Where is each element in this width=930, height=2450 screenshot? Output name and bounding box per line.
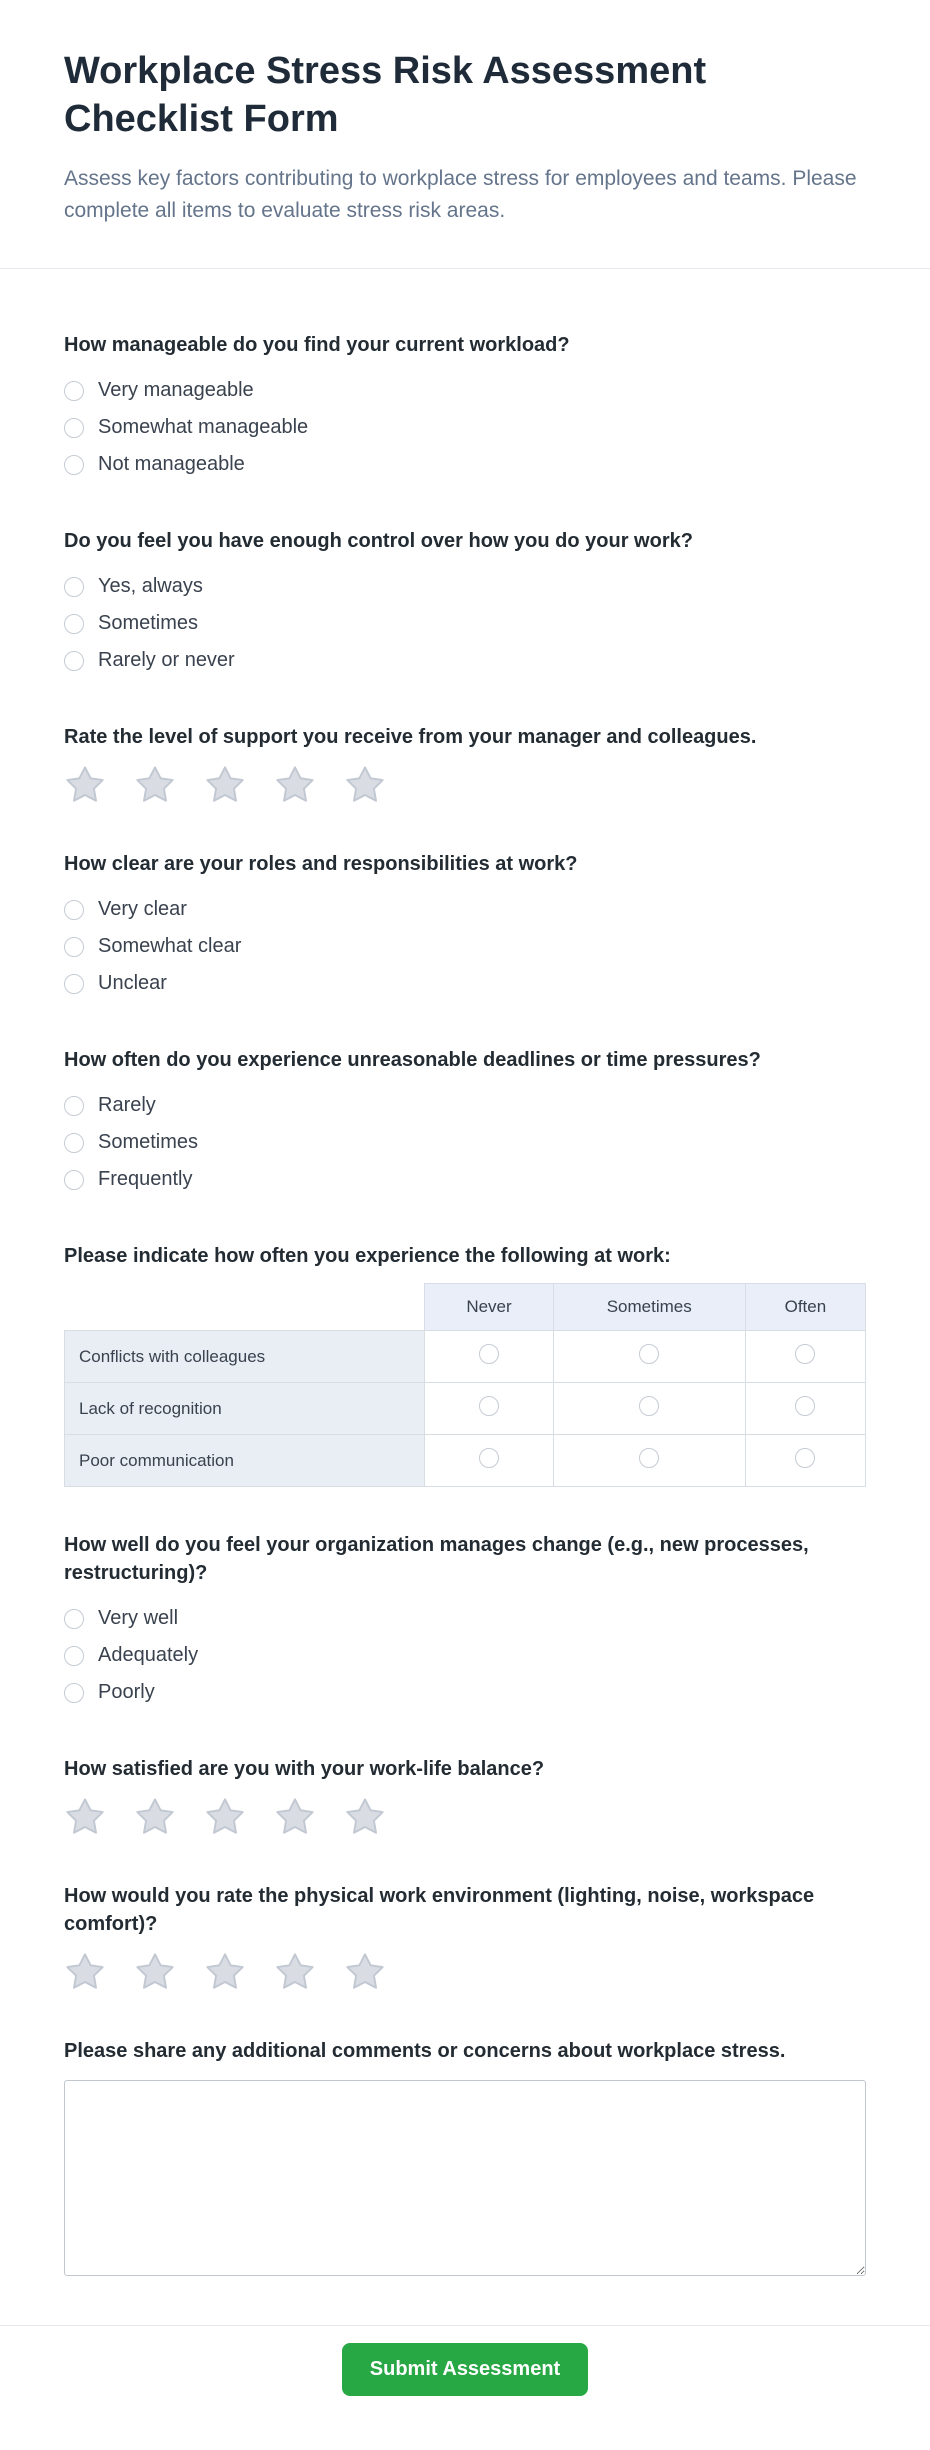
question-label: How would you rate the physical work environment (lighting, noise, workspace comfort)? — [64, 1885, 815, 1935]
radio-button-icon[interactable] — [639, 1396, 659, 1416]
radio-button-icon[interactable] — [64, 418, 84, 438]
radio-option[interactable] — [64, 891, 187, 928]
radio-button-icon[interactable] — [479, 1448, 499, 1468]
matrix-cell[interactable] — [745, 1331, 865, 1383]
matrix-cell[interactable] — [553, 1435, 745, 1487]
option-label: Sometimes — [98, 612, 199, 634]
radio-option[interactable] — [64, 372, 254, 409]
question-label: How manageable do you find your current workload? — [64, 334, 570, 356]
form-footer — [0, 2326, 930, 2450]
option-label: Rarely — [98, 1094, 156, 1116]
radio-option[interactable] — [64, 1161, 193, 1198]
star-icon[interactable] — [134, 1951, 176, 1993]
radio-group — [64, 568, 866, 679]
question-change-management — [64, 1531, 866, 1711]
star-icon[interactable] — [344, 1951, 386, 1993]
radio-option[interactable] — [64, 928, 241, 965]
star-icon[interactable] — [64, 1796, 106, 1838]
question-workload — [64, 331, 866, 483]
radio-button-icon[interactable] — [795, 1396, 815, 1416]
radio-group — [64, 1600, 866, 1711]
star-rating — [64, 764, 866, 806]
radio-button-icon[interactable] — [64, 614, 84, 634]
matrix-row — [65, 1383, 866, 1435]
radio-button-icon[interactable] — [479, 1344, 499, 1364]
radio-option[interactable] — [64, 1600, 178, 1637]
star-rating — [64, 1796, 866, 1838]
star-icon[interactable] — [134, 1796, 176, 1838]
radio-group — [64, 1087, 866, 1198]
star-icon[interactable] — [134, 764, 176, 806]
radio-group — [64, 372, 866, 483]
matrix-column-header: Sometimes — [553, 1284, 745, 1331]
question-label: How well do you feel your organization manages change (e.g., new processes, restructuring)? — [64, 1534, 809, 1584]
star-icon[interactable] — [64, 1951, 106, 1993]
radio-option[interactable] — [64, 965, 167, 1002]
question-label: How satisfied are you with your work-life balance? — [64, 1758, 545, 1780]
radio-group — [64, 891, 866, 1002]
radio-option[interactable] — [64, 1637, 198, 1674]
radio-option[interactable] — [64, 568, 203, 605]
radio-button-icon[interactable] — [64, 1170, 84, 1190]
question-label: Please share any additional comments or concerns about workplace stress. — [64, 2040, 786, 2062]
matrix-cell[interactable] — [553, 1331, 745, 1383]
radio-option[interactable] — [64, 409, 308, 446]
matrix-corner-cell — [65, 1284, 425, 1331]
matrix-row — [65, 1331, 866, 1383]
form-body — [0, 269, 930, 2281]
matrix-cell[interactable] — [745, 1383, 865, 1435]
option-label: Somewhat manageable — [98, 416, 309, 438]
question-role-clarity — [64, 850, 866, 1002]
radio-button-icon[interactable] — [795, 1344, 815, 1364]
question-deadlines — [64, 1046, 866, 1198]
radio-button-icon[interactable] — [64, 900, 84, 920]
radio-button-icon[interactable] — [479, 1396, 499, 1416]
matrix-cell[interactable] — [425, 1331, 553, 1383]
radio-option[interactable] — [64, 642, 235, 679]
option-label: Very clear — [98, 898, 187, 920]
radio-button-icon[interactable] — [64, 651, 84, 671]
star-icon[interactable] — [204, 764, 246, 806]
option-label: Poorly — [98, 1681, 155, 1703]
radio-option[interactable] — [64, 446, 245, 483]
option-label: Very well — [98, 1607, 179, 1629]
option-label: Frequently — [98, 1168, 193, 1190]
option-label: Very manageable — [98, 379, 254, 401]
radio-button-icon[interactable] — [64, 1609, 84, 1629]
radio-button-icon[interactable] — [639, 1448, 659, 1468]
option-label: Unclear — [98, 972, 167, 994]
comments-textarea[interactable] — [64, 2080, 866, 2276]
star-icon[interactable] — [64, 764, 106, 806]
matrix-column-header: Never — [425, 1284, 553, 1331]
submit-button[interactable]: Submit Assessment — [342, 2343, 588, 2396]
matrix-cell[interactable] — [425, 1383, 553, 1435]
radio-button-icon[interactable] — [64, 1646, 84, 1666]
option-label: Not manageable — [98, 453, 245, 475]
question-label: Please indicate how often you experience the following at work: — [64, 1245, 671, 1267]
matrix-cell[interactable] — [425, 1435, 553, 1487]
option-label: Rarely or never — [98, 649, 235, 671]
radio-button-icon[interactable] — [639, 1344, 659, 1364]
matrix-row-label: Conflicts with colleagues — [65, 1331, 425, 1383]
matrix-row-label: Poor communication — [65, 1435, 425, 1487]
radio-option[interactable] — [64, 605, 198, 642]
matrix-column-header: Often — [745, 1284, 865, 1331]
matrix-cell[interactable] — [553, 1383, 745, 1435]
star-icon[interactable] — [344, 764, 386, 806]
radio-option[interactable] — [64, 1124, 198, 1161]
radio-button-icon[interactable] — [64, 1133, 84, 1153]
option-label: Adequately — [98, 1644, 199, 1666]
matrix-table — [64, 1283, 866, 1487]
star-icon[interactable] — [204, 1796, 246, 1838]
question-control — [64, 527, 866, 679]
star-icon[interactable] — [204, 1951, 246, 1993]
radio-button-icon[interactable] — [64, 577, 84, 597]
form-header — [0, 0, 930, 226]
form-subtitle: Assess key factors contributing to workplace stress for employees and teams. Please complete all items to evaluate stress risk areas. — [64, 167, 857, 222]
matrix-cell[interactable] — [745, 1435, 865, 1487]
star-icon[interactable] — [274, 1796, 316, 1838]
star-icon[interactable] — [344, 1796, 386, 1838]
question-support-rating — [64, 723, 866, 806]
question-frequency-matrix — [64, 1242, 866, 1487]
radio-button-icon[interactable] — [64, 1683, 84, 1703]
option-label: Sometimes — [98, 1131, 199, 1153]
star-icon[interactable] — [274, 1951, 316, 1993]
question-comments — [64, 2037, 866, 2281]
question-label: How clear are your roles and responsibilities at work? — [64, 853, 578, 875]
radio-button-icon[interactable] — [64, 974, 84, 994]
matrix-row — [65, 1435, 866, 1487]
question-label: Rate the level of support you receive from your manager and colleagues. — [64, 726, 757, 748]
radio-button-icon[interactable] — [795, 1448, 815, 1468]
radio-button-icon[interactable] — [64, 1096, 84, 1116]
option-label: Somewhat clear — [98, 935, 242, 957]
option-label: Yes, always — [98, 575, 203, 597]
radio-option[interactable] — [64, 1087, 156, 1124]
question-label: Do you feel you have enough control over how you do your work? — [64, 530, 693, 552]
question-work-life-rating — [64, 1755, 866, 1838]
radio-button-icon[interactable] — [64, 455, 84, 475]
star-rating — [64, 1951, 866, 1993]
radio-option[interactable] — [64, 1674, 155, 1711]
question-label: How often do you experience unreasonable deadlines or time pressures? — [64, 1049, 761, 1071]
matrix-header-row — [65, 1284, 866, 1331]
radio-button-icon[interactable] — [64, 381, 84, 401]
star-icon[interactable] — [274, 764, 316, 806]
form-title: Workplace Stress Risk Assessment Checklist Form — [64, 50, 707, 140]
matrix-row-label: Lack of recognition — [65, 1383, 425, 1435]
radio-button-icon[interactable] — [64, 937, 84, 957]
question-environment-rating — [64, 1882, 866, 1993]
